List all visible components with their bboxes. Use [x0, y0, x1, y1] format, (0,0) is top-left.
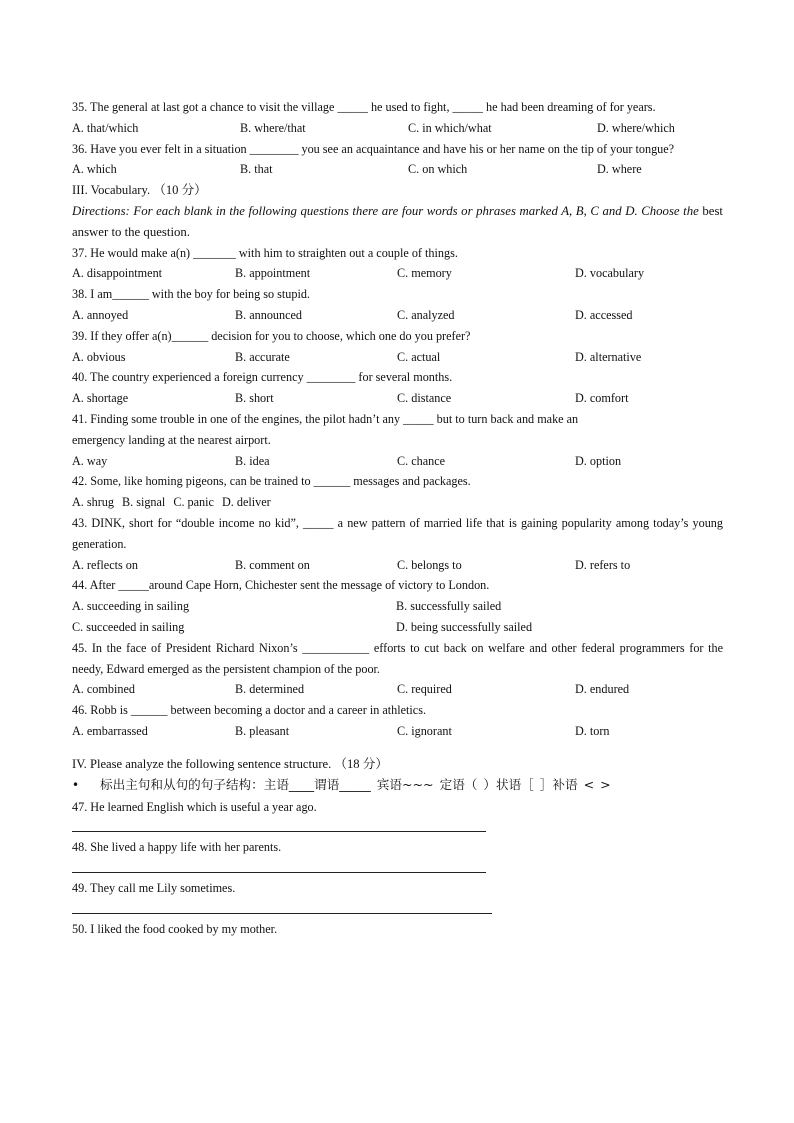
option-d: D. accessed: [575, 307, 633, 322]
option-c: C. required: [397, 682, 452, 697]
option-a: A. reflects on: [72, 557, 138, 572]
option-d: D. endured: [575, 682, 630, 697]
directions-normal: best answer to the question.: [72, 203, 723, 239]
question-39-stem: 39. If they offer a(n)______ decision for you to choose, which one do you prefer?: [72, 328, 471, 343]
question-48: 48. She lived a happy life with her parents.: [72, 840, 282, 855]
bullet-icon: •: [72, 777, 80, 792]
answer-line-47[interactable]: [72, 817, 486, 832]
option-d: D. comfort: [575, 391, 629, 406]
option-a: A. annoyed: [72, 307, 129, 322]
option-a: A. that/which: [72, 120, 139, 135]
option-c: C. succeeded in sailing: [72, 619, 185, 634]
question-50: 50. I liked the food cooked by my mother.: [72, 921, 278, 936]
instruction-text: 标出主句和从句的句子结构：主语____谓语_____ 宾语~~~ 定语（ ）状语［ ］补语 < >: [100, 776, 611, 792]
option-c: C. analyzed: [397, 307, 455, 322]
question-44-options-row1: [72, 596, 723, 617]
question-35-options: [72, 118, 723, 139]
option-b: B. signal: [121, 495, 166, 510]
question-39-options: [72, 347, 723, 368]
option-c: C. on which: [408, 162, 468, 177]
question-36-stem: 36. Have you ever felt in a situation ________ you see an acquaintance and have his or her name on the tip of your tongue?: [72, 141, 675, 156]
option-c: C. panic: [173, 495, 214, 510]
option-c: C. ignorant: [397, 723, 452, 738]
option-a: A. disappointment: [72, 266, 163, 281]
question-44-options-row2: [72, 617, 723, 638]
option-c: C. belongs to: [397, 557, 462, 572]
section-4-title: IV. Please analyze the following sentence structure. （18 分）: [72, 756, 388, 771]
option-d: D. refers to: [575, 557, 631, 572]
option-c: C. memory: [397, 266, 452, 281]
option-a: A. combined: [72, 682, 135, 697]
option-b: B. short: [235, 391, 274, 406]
question-37-options: [72, 263, 723, 284]
question-46-options: [72, 721, 723, 742]
question-36-options: [72, 159, 723, 180]
spacer: [72, 742, 723, 754]
directions-italic: Directions: For each blank in the following questions there are four words or phrases marked A, B, C and D. Choose the: [72, 203, 699, 218]
question-43-options: [72, 555, 723, 576]
option-d: D. where/which: [597, 120, 675, 135]
option-b: B. idea: [235, 453, 270, 468]
section-3-directions: [72, 201, 723, 243]
option-b: B. announced: [235, 307, 303, 322]
option-c: C. distance: [397, 391, 452, 406]
question-41-stem-line2: emergency landing at the nearest airport.: [72, 432, 271, 447]
option-b: B. pleasant: [235, 723, 290, 738]
option-c: C. actual: [397, 349, 441, 364]
option-a: A. way: [72, 453, 108, 468]
question-38-stem: 38. I am______ with the boy for being so stupid.: [72, 287, 310, 302]
question-42-stem: 42. Some, like homing pigeons, can be trained to ______ messages and packages.: [72, 474, 471, 489]
option-b: B. accurate: [235, 349, 290, 364]
question-40-stem: 40. The country experienced a foreign currency ________ for several months.: [72, 370, 453, 385]
option-a: A. shortage: [72, 391, 129, 406]
question-40-options: [72, 388, 723, 409]
answer-line-49[interactable]: [72, 899, 492, 914]
option-d: D. torn: [575, 723, 610, 738]
answer-line-48[interactable]: [72, 858, 486, 873]
option-d: D. where: [597, 162, 642, 177]
option-b: B. successfully sailed: [396, 599, 502, 614]
option-b: B. that: [240, 162, 273, 177]
question-47: 47. He learned English which is useful a year ago.: [72, 799, 317, 814]
option-b: B. determined: [235, 682, 305, 697]
option-c: C. in which/what: [408, 120, 492, 135]
question-42-options: [72, 492, 723, 513]
question-38-options: [72, 305, 723, 326]
question-45-options: [72, 679, 723, 700]
option-a: A. which: [72, 162, 117, 177]
option-b: B. comment on: [235, 557, 310, 572]
option-d: D. option: [575, 453, 622, 468]
question-49: 49. They call me Lily sometimes.: [72, 881, 236, 896]
question-35-stem: 35. The general at last got a chance to visit the village _____ he used to fight, _____ he had been dreaming of for years.: [72, 100, 656, 114]
option-b: B. appointment: [235, 266, 311, 281]
question-37-stem: 37. He would make a(n) _______ with him to straighten out a couple of things.: [72, 245, 458, 260]
question-43-stem: 43. DINK, short for “double income no kid”, _____ a new pattern of married life that is gaining popularity among today’s young generation.: [72, 515, 723, 551]
option-d: D. vocabulary: [575, 266, 645, 281]
question-44-stem: 44. After _____around Cape Horn, Chichester sent the message of victory to London.: [72, 578, 490, 593]
option-d: D. being successfully sailed: [396, 619, 533, 634]
option-d: D. alternative: [575, 349, 642, 364]
option-d: D. deliver: [221, 495, 271, 510]
question-45-stem: 45. In the face of President Richard Nixon’s ___________ efforts to cut back on welfare and other federal programmers for the needy, Edward emerged as the persistent champion of the poor.: [72, 640, 723, 676]
option-a: A. embarrassed: [72, 723, 148, 738]
option-a: A. succeeding in sailing: [72, 599, 190, 614]
exam-page: [72, 97, 723, 940]
option-c: C. chance: [397, 453, 446, 468]
section-3-title: III. Vocabulary. （10 分）: [72, 183, 207, 198]
question-41-options: [72, 451, 723, 472]
section-4-instruction: [72, 775, 723, 795]
option-b: B. where/that: [240, 120, 306, 135]
question-46-stem: 46. Robb is ______ between becoming a doctor and a career in athletics.: [72, 703, 427, 718]
question-41-stem-line1: 41. Finding some trouble in one of the engines, the pilot hadn’t any _____ but to turn back and make an: [72, 411, 579, 426]
option-a: A. obvious: [72, 349, 126, 364]
option-a: A. shrug: [72, 495, 114, 510]
